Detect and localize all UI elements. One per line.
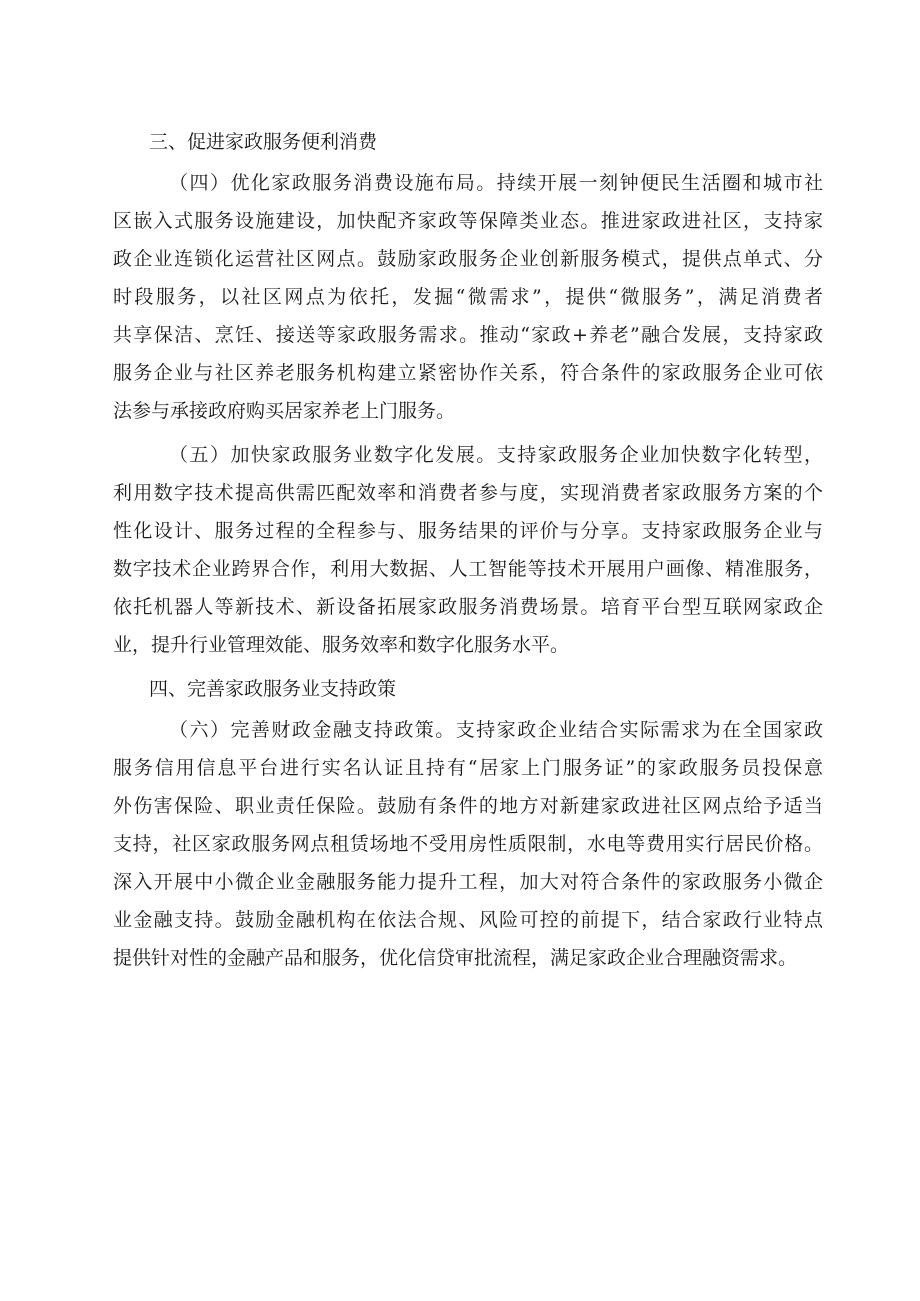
document-body (113, 123, 823, 983)
paragraph-line: 业，提升行业管理效能、服务效率和数字化服务水平。 (113, 634, 570, 656)
paragraph-line: 区嵌入式服务设施建设，加快配齐家政等保障类业态。推进家政进社区，支持家 (113, 210, 823, 232)
paragraph-line: （四）优化家政服务消费设施布局。持续开展一刻钟便民生活圈和城市社 (169, 172, 823, 194)
paragraph-line: 深入开展中小微企业金融服务能力提升工程，加大对符合条件的家政服务小微企 (113, 871, 823, 893)
section-heading-3: 三、促进家政服务便利消费 (149, 131, 378, 153)
paragraph-line: 依托机器人等新技术、新设备拓展家政服务消费场景。培育平台型互联网家政企 (113, 596, 823, 618)
paragraph-line: 服务信用信息平台进行实名认证且持有“居家上门服务证”的家政服务员投保意 (113, 757, 823, 779)
paragraph-line: 利用数字技术提高供需匹配效率和消费者参与度，实现消费者家政服务方案的个 (113, 482, 823, 504)
paragraph-line: 提供针对性的金融产品和服务，优化信贷审批流程，满足家政企业合理融资需求。 (113, 947, 798, 969)
paragraph-line: 性化设计、服务过程的全程参与、服务结果的评价与分享。支持家政服务企业与 (113, 520, 823, 542)
paragraph-line: （六）完善财政金融支持政策。支持家政企业结合实际需求为在全国家政 (169, 719, 823, 741)
paragraph-line: （五）加快家政服务业数字化发展。支持家政服务企业加快数字化转型， (169, 444, 823, 466)
paragraph-line: 外伤害保险、职业责任保险。鼓励有条件的地方对新建家政进社区网点给予适当 (113, 795, 823, 817)
paragraph-6 (113, 711, 823, 977)
paragraph-line: 支持，社区家政服务网点租赁场地不受用房性质限制，水电等费用实行居民价格。 (113, 833, 823, 855)
paragraph-line: 政企业连锁化运营社区网点。鼓励家政服务企业创新服务模式，提供点单式、分 (113, 248, 823, 270)
paragraph-line: 业金融支持。鼓励金融机构在依法合规、风险可控的前提下，结合家政行业特点 (113, 909, 823, 931)
paragraph-line: 法参与承接政府购买居家养老上门服务。 (113, 400, 456, 422)
paragraph-line: 共享保洁、烹饪、接送等家政服务需求。推动“家政+养老”融合发展，支持家政 (113, 324, 823, 346)
paragraph-line: 数字技术企业跨界合作，利用大数据、人工智能等技术开展用户画像、精准服务， (113, 558, 823, 580)
section-heading-4: 四、完善家政服务业支持政策 (149, 678, 397, 700)
paragraph-5 (113, 436, 823, 664)
paragraph-4 (113, 164, 823, 430)
paragraph-line: 时段服务，以社区网点为依托，发掘“微需求”，提供“微服务”，满足消费者 (113, 286, 823, 308)
paragraph-line: 服务企业与社区养老服务机构建立紧密协作关系，符合条件的家政服务企业可依 (113, 362, 823, 384)
